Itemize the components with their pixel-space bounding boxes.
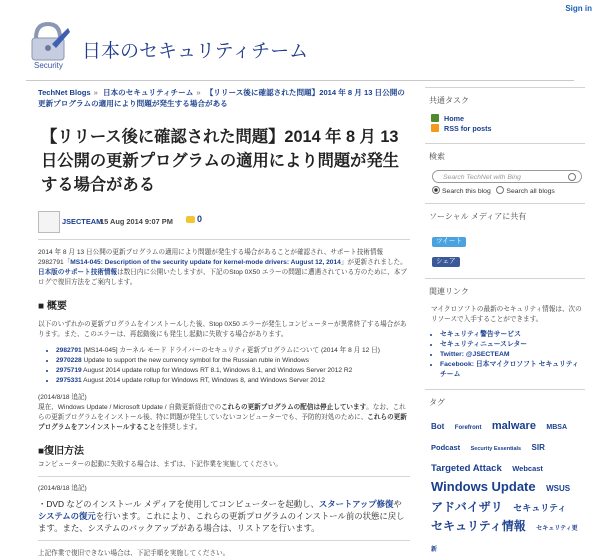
intro-text: 2014 年 8 月 13 日公開の更新プログラムの適用により問題が発生する場合があることが確認され、サポート技術情報 2982791「 [38, 249, 384, 266]
section-divider [38, 476, 410, 477]
jp-kb-link[interactable]: 日本版のサポート技術情報 [38, 269, 118, 276]
links-title: 関連リンク [429, 287, 469, 296]
comment-count-value: 0 [197, 214, 203, 224]
kb-description: Update to support the new currency symbol for the Russian ruble in Windows [81, 357, 309, 364]
facebook-share-button[interactable]: シェア [432, 257, 460, 267]
radio-search-all[interactable] [496, 188, 554, 195]
note-date: (2014/8/18 追記) [38, 485, 87, 492]
kb-number-link[interactable]: 2975331 [56, 377, 82, 384]
related-link[interactable]: • セキュリティ警告サービス [440, 330, 585, 340]
related-link[interactable]: • セキュリティニュースレター [440, 340, 585, 350]
list-item [56, 376, 410, 386]
search-input[interactable] [432, 170, 582, 183]
note-text: 。なお、これらの更新プログラムをインストール後、特に問題が発生していないコンピューターでも、予防的対処のために、 [38, 404, 406, 421]
post-author[interactable]: JSECTEAM [62, 217, 103, 226]
intro-text: は数日内に公開いたしますが、下記のStop 0X50 エラーの問題に遭遇されている方のために、本ブログで復旧方法をご案内します。 [38, 269, 407, 286]
post-title: 【リリース後に確認された問題】2014 年 8 月 13 日公開の更新プログラムの適用により問題が発生する場合がある [41, 128, 400, 194]
avatar[interactable] [38, 211, 60, 233]
intro-text: 」が更新されました。 [340, 259, 407, 266]
note-bold-text: これらの更新プログラムをアンインストールすること [38, 414, 407, 431]
breadcrumb-blog[interactable]: 日本のセキュリティチーム [102, 88, 194, 97]
update-note-2 [38, 484, 410, 534]
tag-link[interactable]: Security Essentials [470, 446, 522, 452]
startup-repair-link[interactable]: スタートアップ修復 [318, 499, 394, 509]
common-tasks-title: 共通タスク [429, 96, 469, 105]
tag-link[interactable]: malware [491, 420, 536, 432]
home-link[interactable] [431, 114, 585, 124]
logo-text: Security [34, 61, 63, 70]
comment-bubble-icon [186, 216, 195, 223]
radio-icon [496, 186, 504, 194]
tag-link[interactable]: Webcast [512, 464, 543, 473]
tag-link[interactable]: Bot [431, 422, 445, 431]
note-bold-text: これらの更新プログラムの配信は停止しています [221, 404, 367, 411]
breadcrumb [38, 87, 410, 109]
sidebar-divider [425, 203, 585, 204]
note-2-body [38, 498, 410, 534]
related-link[interactable]: • Facebook: 日本マイクロソフト セキュリティチーム [440, 360, 585, 380]
recovery-text: コンピューターの起動に失敗する場合は、まずは、下記作業を実施してください。 [38, 461, 282, 468]
sidebar [425, 87, 585, 559]
kb-number-link[interactable]: 2982791 [56, 347, 82, 354]
sidebar-divider [425, 389, 585, 390]
tag-link[interactable]: アドバイザリ [431, 500, 503, 514]
home-icon [431, 114, 439, 122]
radio-label: Search all blogs [506, 188, 555, 195]
note-text: を推奨します。 [155, 424, 202, 431]
meta-divider [38, 239, 410, 240]
main-column [38, 87, 410, 559]
social-title: ソーシャル メディアに共有 [429, 212, 527, 221]
note-text: ・DVD などのインストール メディアを使用してコンピューターを起動し、 [38, 499, 319, 509]
sidebar-divider [425, 278, 585, 279]
note-text: 現在、Windows Update / Microsoft Update / 自動更新経由での [38, 404, 222, 411]
kb-number-link[interactable]: 2975719 [56, 367, 82, 374]
search-scope [432, 186, 585, 195]
blog-header [0, 14, 600, 80]
tag-link[interactable]: SIR [531, 443, 545, 452]
list-item [56, 356, 410, 366]
tag-cloud [431, 416, 585, 559]
search-icon[interactable] [568, 173, 576, 181]
kb-number-link[interactable]: 2970228 [56, 357, 82, 364]
tag-link[interactable]: MBSA [546, 424, 568, 431]
tag-link[interactable]: WSUS [546, 484, 571, 493]
search-title: 検索 [429, 152, 445, 161]
tags-title: タグ [429, 398, 445, 407]
social-buttons [432, 230, 585, 270]
tag-link[interactable]: Targeted Attack [431, 463, 502, 474]
rss-icon [431, 124, 439, 132]
last-text: 上記作業で復旧できない場合は、下記手順を実施してください。 [38, 550, 230, 557]
overview-heading: ■ 概要 [38, 301, 67, 312]
home-label: Home [444, 114, 464, 123]
kb-list [38, 346, 410, 386]
intro-paragraph [38, 248, 410, 288]
tag-link[interactable]: セキュリティ情報 [431, 519, 526, 533]
kb-description: [MS14-045] カーネル モード ドライバーのセキュリティ更新プログラムについて (2014 年 8 月 12 日) [81, 347, 380, 354]
related-link[interactable]: • Twitter: @JSECTEAM [440, 350, 585, 360]
kb-description: August 2014 update rollup for Windows RT 8.1, Windows 8.1, and Windows Server 2012 R2 [81, 367, 353, 374]
sidebar-divider [425, 87, 585, 88]
recovery-heading: ■復旧方法 [38, 446, 85, 457]
tag-link[interactable]: セキュリティ [513, 503, 567, 513]
tag-link[interactable]: Podcast [431, 443, 461, 452]
sign-in-link[interactable]: Sign in [565, 4, 592, 13]
post-meta [38, 211, 410, 233]
breadcrumb-separator: » [93, 88, 98, 97]
breadcrumb-separator: » [196, 88, 201, 97]
breadcrumb-post[interactable]: 【リリース後に確認された問題】2014 年 8 月 13 日公開の更新プログラムの適用により問題が発生する場合がある [38, 88, 405, 108]
update-note-1 [38, 393, 410, 433]
overview-text: 以下のいずれかの更新プログラムをインストールした後、Stop 0X50 エラーが発生しコンピューターが異常終了する場合があります。また、このエラーは、再起動後にも発生し起動に失敗する場合があります。 [38, 321, 407, 338]
list-item [56, 346, 410, 356]
blog-title[interactable]: 日本のセキュリティチーム [82, 40, 309, 62]
radio-icon [432, 186, 440, 194]
header-divider [26, 80, 574, 81]
post-date: 15 Aug 2014 9:07 PM [100, 217, 173, 226]
section-divider [38, 540, 410, 541]
links-description: マイクロソフトの最新のセキュリティ情報は、次のリソースで入手することができます。 [431, 306, 582, 323]
tweet-button[interactable]: ツイート [432, 237, 466, 247]
rss-link[interactable] [431, 124, 585, 134]
tag-link[interactable]: セキュリティ更新 [431, 526, 578, 553]
note-text: を行います。これにより、これらの更新プログラムのインストール前の状態に戻します。また、システムのバックアップがある場合は、リストアを行います。 [38, 511, 405, 533]
kb-description: August 2014 update rollup for Windows RT, Windows 8, and Windows Server 2012 [81, 377, 325, 384]
note-date: (2014/8/18 追記) [38, 394, 87, 401]
tag-link[interactable]: Windows Update [431, 479, 536, 494]
kb-link[interactable]: MS14-045: Description of the security update for kernel-mode drivers: August 12, 2014 [70, 259, 341, 266]
radio-label: Search this blog [442, 188, 491, 195]
tag-link[interactable]: Forefront [454, 425, 482, 431]
radio-search-blog[interactable] [432, 188, 491, 195]
related-links [425, 330, 585, 380]
breadcrumb-technet-blogs[interactable]: TechNet Blogs [38, 88, 91, 97]
search-placeholder: Search TechNet with Bing [443, 174, 521, 181]
sidebar-divider [425, 143, 585, 144]
comment-count[interactable] [186, 214, 202, 224]
rss-label: RSS for posts [444, 124, 492, 133]
system-restore-link[interactable]: システムの復元 [38, 511, 96, 521]
note-text: や [393, 499, 402, 509]
common-tasks [431, 114, 585, 134]
list-item [56, 366, 410, 376]
